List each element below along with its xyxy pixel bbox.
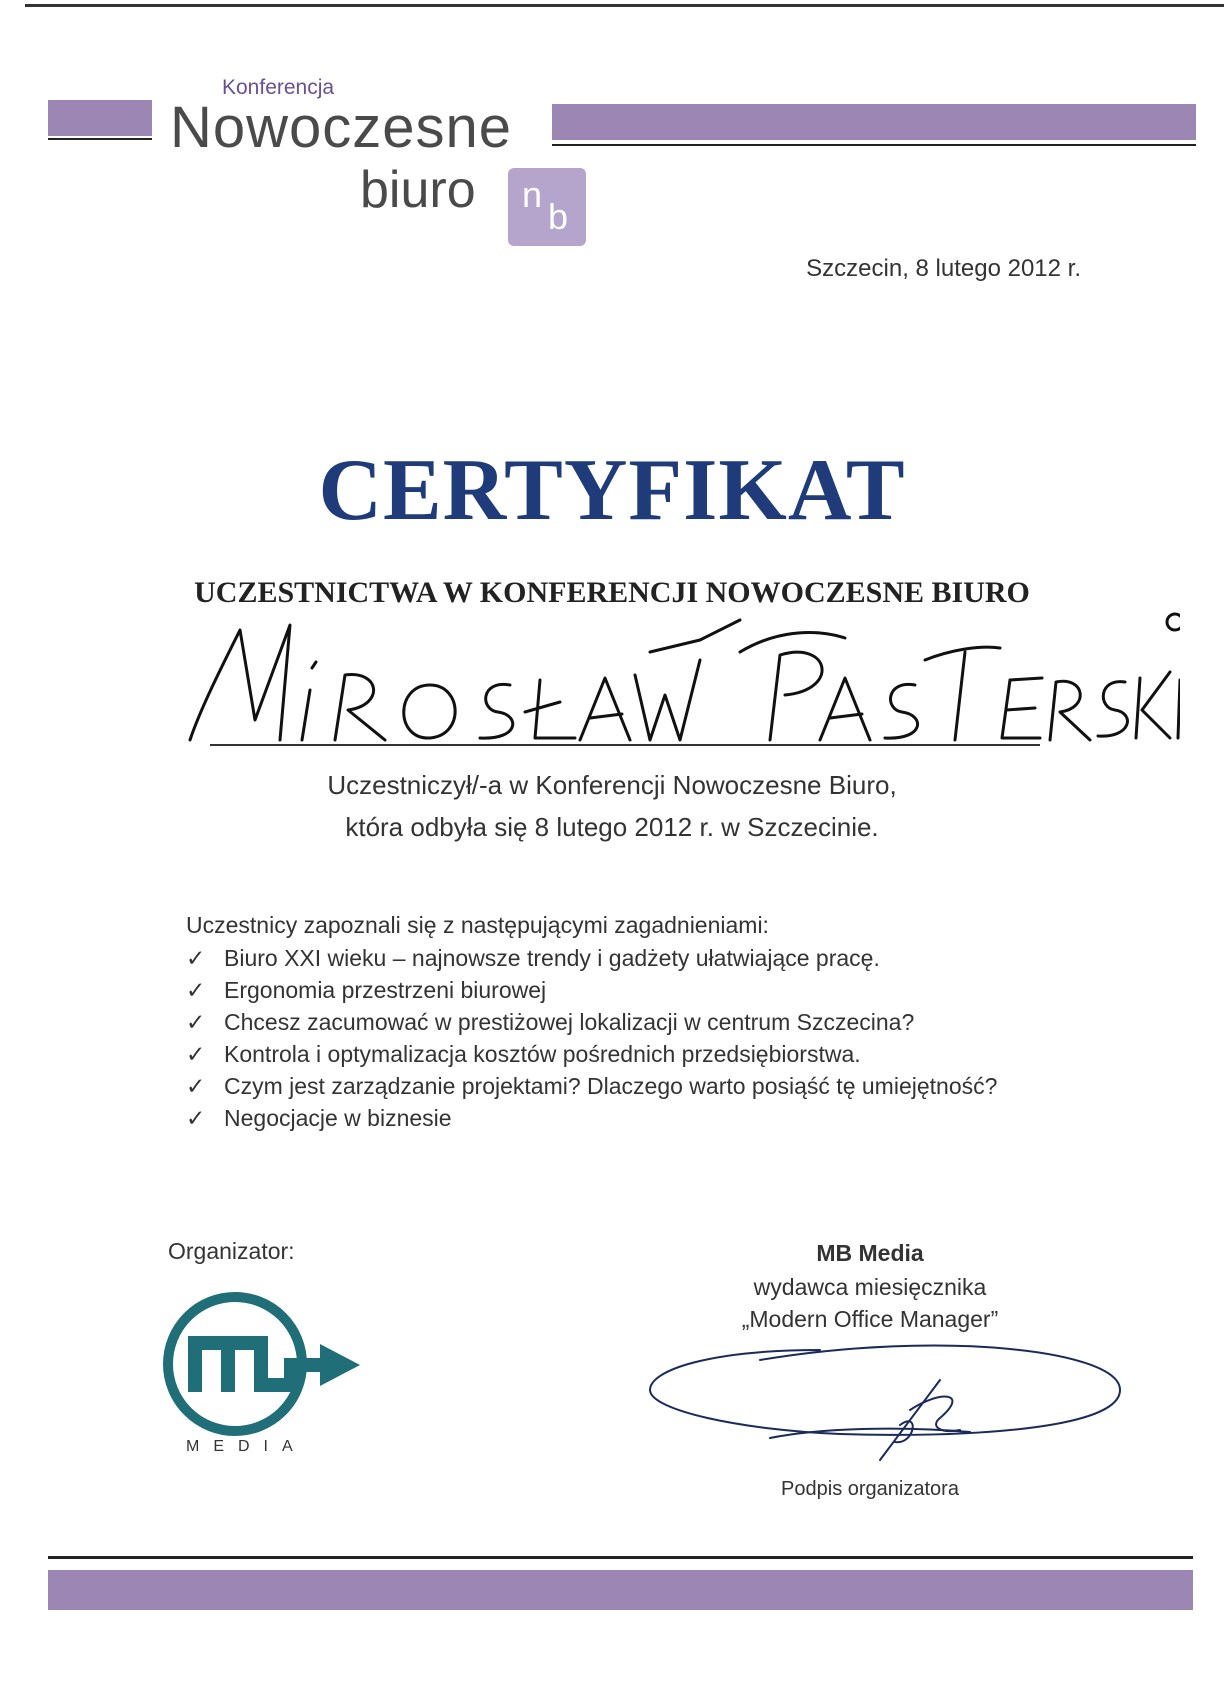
- check-icon: ✓: [186, 1105, 206, 1131]
- list-item: [186, 942, 997, 974]
- topic-text: Biuro XXI wieku – najnowsze trendy i gadżety ułatwiające pracę.: [224, 945, 880, 971]
- topics-list: [186, 942, 997, 1134]
- check-icon: ✓: [186, 1009, 206, 1035]
- topic-text: Chcesz zacumować w prestiżowej lokalizacji w centrum Szczecina?: [224, 1009, 915, 1035]
- list-item: [186, 1006, 997, 1038]
- list-item: [186, 1038, 997, 1070]
- topic-text: Kontrola i optymalizacja kosztów pośrednich przedsiębiorstwa.: [224, 1041, 861, 1067]
- top-rule: [25, 4, 1224, 7]
- header-band-right-line: [552, 144, 1196, 146]
- list-item: [186, 1102, 997, 1134]
- topic-text: Czym jest zarządzanie projektami? Dlaczego warto posiąść tę umiejętność?: [224, 1073, 998, 1099]
- certificate-title: CERTYFIKAT: [318, 442, 906, 539]
- check-icon: ✓: [186, 945, 206, 971]
- check-icon: ✓: [186, 1073, 206, 1099]
- list-item: [186, 1070, 997, 1102]
- topics-heading: Uczestnicy zapoznali się z następującymi zagadnieniami:: [186, 912, 769, 938]
- logo-konferencja: Konferencja: [222, 76, 335, 99]
- organizer-label: Organizator:: [168, 1238, 295, 1264]
- logo-badge-b: b: [548, 196, 569, 237]
- organizer-publication: „Modern Office Manager”: [741, 1306, 999, 1332]
- certificate-date: Szczecin, 8 lutego 2012 r.: [806, 255, 1081, 282]
- header-band-left-line: [48, 138, 152, 140]
- participant-name-signature: [180, 610, 1180, 760]
- footer-rule: [48, 1556, 1193, 1559]
- header-band-right: [552, 104, 1196, 140]
- check-icon: ✓: [186, 1041, 206, 1067]
- mb-media-caption: MEDIA: [186, 1438, 307, 1455]
- topic-text: Ergonomia przestrzeni biurowej: [224, 977, 547, 1003]
- header-band-left: [48, 100, 152, 136]
- list-item: [186, 974, 997, 1006]
- certificate-subtitle: UCZESTNICTWA W KONFERENCJI NOWOCZESNE BIURO: [194, 576, 1030, 609]
- mb-media-logo: [160, 1286, 370, 1456]
- check-icon: ✓: [186, 977, 206, 1003]
- logo-biuro: biuro: [360, 161, 476, 219]
- organizer-signature: [640, 1330, 1130, 1480]
- logo-nb-badge: [508, 168, 586, 246]
- topic-text: Negocjacje w biznesie: [224, 1105, 452, 1131]
- footer-band: [48, 1570, 1193, 1610]
- organizer-role: wydawca miesięcznika: [753, 1274, 987, 1300]
- participation-line-2: która odbyła się 8 lutego 2012 r. w Szczecinie.: [345, 812, 879, 842]
- organizer-name: MB Media: [816, 1240, 924, 1266]
- name-underline: [210, 744, 1040, 746]
- signature-caption: Podpis organizatora: [781, 1478, 959, 1500]
- logo-nowoczesne: Nowoczesne: [170, 95, 513, 160]
- logo-badge-n: n: [522, 174, 543, 215]
- participation-line-1: Uczestniczył/-a w Konferencji Nowoczesne Biuro,: [327, 770, 897, 800]
